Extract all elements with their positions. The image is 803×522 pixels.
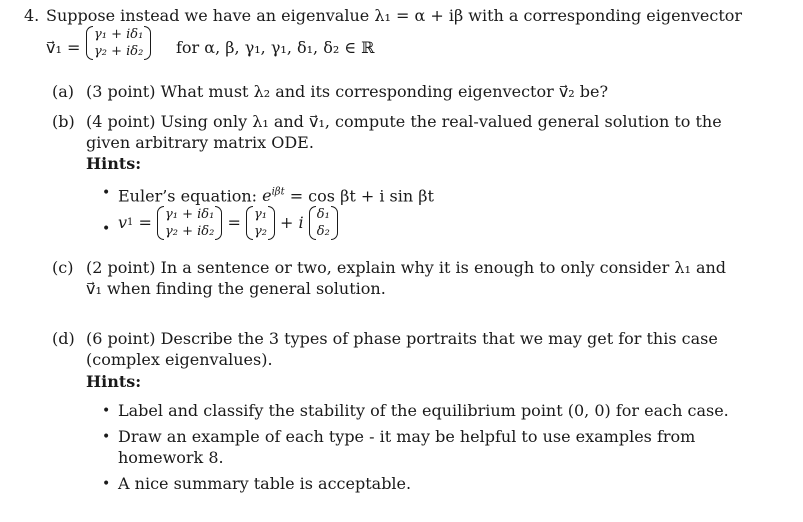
part-b-label: (b) bbox=[52, 112, 75, 131]
bullet-icon: • bbox=[102, 403, 111, 419]
part-c-line-1: (2 point) In a sentence or two, explain why it is enough to only consider λ₁ and bbox=[86, 258, 727, 277]
part-a-text: (3 point) What must λ₂ and its corresponding eigenvector v⃗₂ be? bbox=[86, 82, 609, 101]
part-b-hint-vector-split: v1 = γ₁ + iδ₁ γ₂ + iδ₂ = γ₁ γ₂ + i δ₁ δ₂ bbox=[118, 206, 338, 252]
problem-number: 4. bbox=[24, 6, 40, 25]
part-b-hints-heading: Hints: bbox=[86, 154, 142, 173]
part-d-label: (d) bbox=[52, 329, 75, 348]
part-a-label: (a) bbox=[52, 82, 75, 101]
bullet-icon: • bbox=[102, 185, 111, 201]
part-c-label: (c) bbox=[52, 258, 74, 277]
split-matrix-2-row-1: γ₁ bbox=[253, 207, 267, 222]
part-d-hint-3: A nice summary table is acceptable. bbox=[118, 474, 412, 493]
part-b-line-1: (4 point) Using only λ₁ and v⃗₁, compute the real-valued general solution to the bbox=[86, 112, 722, 131]
part-d-line-1: (6 point) Describe the 3 types of phase portraits that we may get for this case bbox=[86, 329, 718, 348]
bullet-icon: • bbox=[102, 221, 111, 237]
problem-intro: Suppose instead we have an eigenvalue λ₁ = α + iβ with a corresponding eigenvector bbox=[46, 6, 743, 25]
split-matrix-3-row-2: δ₂ bbox=[316, 224, 330, 239]
bullet-icon: • bbox=[102, 476, 111, 492]
eigenvector-row-2: γ₂ + iδ₂ bbox=[94, 44, 144, 59]
eigenvector-matrix bbox=[86, 26, 151, 60]
bullet-icon: • bbox=[102, 429, 111, 445]
part-c-line-2: v⃗₁ when finding the general solution. bbox=[86, 279, 386, 298]
euler-rhs: = cos βt + i sin βt bbox=[289, 186, 434, 206]
part-b-hint-euler: Euler’s equation: $e^{i\beta t} = \cos \beta t + i$ sin βt bbox=[118, 186, 434, 206]
part-d-hint-2-line-2: homework 8. bbox=[118, 448, 224, 467]
eigenvector-label: v⃗₁ = bbox=[46, 38, 81, 57]
part-d-hint-1: Label and classify the stability of the equilibrium point (0, 0) for each case. bbox=[118, 401, 729, 420]
parameter-domain: for α, β, γ₁, γ₁, δ₁, δ₂ ∈ ℝ bbox=[176, 38, 375, 57]
split-matrix-3-row-1: δ₁ bbox=[316, 207, 330, 222]
split-matrix-1-row-1: γ₁ + iδ₁ bbox=[165, 207, 215, 222]
part-d-line-2: (complex eigenvalues). bbox=[86, 350, 273, 369]
part-b-line-2: given arbitrary matrix ODE. bbox=[86, 133, 314, 152]
euler-prefix: Euler’s equation: bbox=[118, 186, 258, 206]
split-matrix-2-row-2: γ₂ bbox=[253, 224, 267, 239]
eigenvector-row-1: γ₁ + iδ₁ bbox=[94, 27, 144, 42]
split-matrix-1-row-2: γ₂ + iδ₂ bbox=[165, 224, 215, 239]
part-d-hint-2-line-1: Draw an example of each type - it may be helpful to use examples from bbox=[118, 427, 696, 446]
part-d-hints-heading: Hints: bbox=[86, 372, 142, 391]
